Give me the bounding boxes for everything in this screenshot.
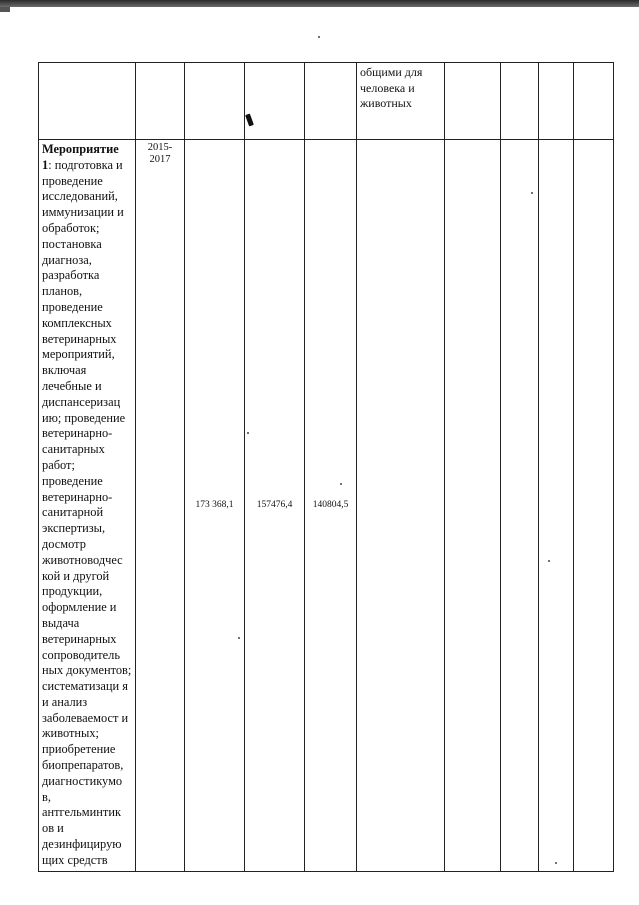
value-2-cell [245,140,305,872]
table-cell [539,63,574,140]
value-1-cell [185,140,245,872]
table-cell [539,140,574,872]
activity-value-2: 157476,4 [256,500,293,511]
value-3-cell [305,140,357,872]
scan-speck [318,36,320,38]
table-cell [574,140,614,872]
scan-speck [548,560,550,562]
table-cell [39,63,136,140]
table-cell [136,63,185,140]
table-cell [445,63,501,140]
scan-speck [247,432,249,434]
continuation-text: общими для человека и животных [360,65,423,111]
activity-value-1: 173 368,1 [195,500,234,511]
program-table [38,62,614,872]
activity-label: Мероприятие 1 [42,142,119,172]
scan-speck [555,862,557,864]
scan-speck [238,637,240,639]
activity-text [42,142,132,869]
table-cell [501,63,539,140]
table-cell [185,63,245,140]
activity-value-3: 140804,5 [312,500,349,511]
scan-speck [340,483,342,485]
table-cell-continuation [357,63,445,140]
table-row-continuation [39,63,614,140]
table-cell [357,140,445,872]
scan-edge [0,0,639,7]
table-cell [501,140,539,872]
table-row-activity-1 [39,140,614,872]
years-cell [136,140,185,872]
table-cell [305,63,357,140]
table-cell [445,140,501,872]
scan-speck [531,192,533,194]
activity-cell [39,140,136,872]
table-cell [574,63,614,140]
activity-years: 2015- 2017 [147,142,173,165]
scan-edge-notch [0,7,10,12]
table-cell [245,63,305,140]
activity-description: : подготовка и проведение исследований, иммунизации и обработок; постановка диагноза, разработка планов, проведение комплексных ветеринарных мероприятий, включая лечебные и диспансеризац ию; проведение ветеринарно-санитарных работ; проведение ветеринарно-санитарной экспертизы, досмотр животноводчес кой и другой продукции, оформление и выдача ветеринарных сопроводитель ных документов; систематизаци я и анализ заболеваемост и животных; приобретение биопрепаратов, диагностикумо в, антгельминтик ов и дезинфицирую щих средств [42,157,132,867]
